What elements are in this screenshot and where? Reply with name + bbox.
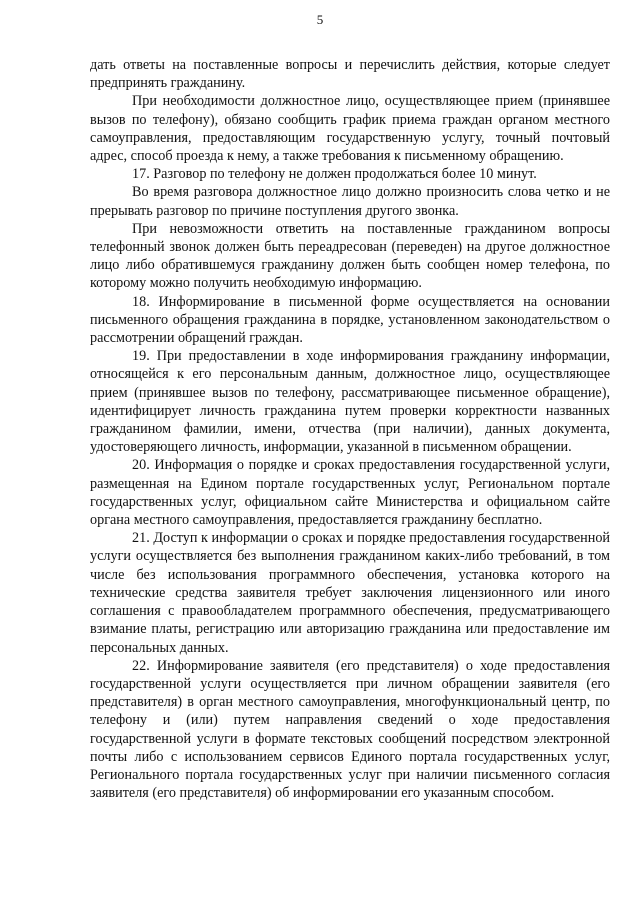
paragraph-22: 22. Информирование заявителя (его представителя) о ходе предоставления государственной услуги осуществляется при личном обращении заявителя (его представителя) в орган местного самоуправления, многофункциональный центр, по телефону и (или) путем направления сведений о ходе предоставления государственной услуги в формате текстовых сообщений посредством электронной почты либо с использованием сервисов Единого портала государственных услуг, Регионального портала государственных услуг при наличии письменного согласия заявителя (его представителя) об информировании его указанным способом. (90, 657, 610, 802)
paragraph-schedule-info: При необходимости должностное лицо, осуществляющее прием (принявшее вызов по телефону), обязано сообщить график приема граждан органом местного самоуправления, предоставляющим государственную услугу, точный почтовый адрес, способ проезда к нему, а также требования к письменному обращению. (90, 93, 610, 165)
paragraph-18: 18. Информирование в письменной форме осуществляется на основании письменного обращения гражданина в порядке, установленном законодательством о рассмотрении обращений граждан. (90, 293, 610, 347)
paragraph-continuation: дать ответы на поставленные вопросы и перечислить действия, которые следует предпринять гражданину. (90, 57, 610, 92)
document-body (90, 56, 610, 802)
page-number: 5 (316, 12, 324, 27)
paragraph-20: 20. Информация о порядке и сроках предоставления государственной услуги, размещенная на Едином портале государственных услуг, Региональном портале государственных услуг, официальном сайте Министерства и официальном сайте органа местного самоуправления, предоставляется гражданину бесплатно. (90, 457, 610, 529)
paragraph-speech-rules: Во время разговора должностное лицо должно произносить слова четко и не прерывать разговор по причине поступления другого звонка. (90, 184, 610, 219)
paragraph-call-redirect: При невозможности ответить на поставленные гражданином вопросы телефонный звонок должен быть переадресован (переведен) на другое должностное лицо либо обратившемуся гражданину должен быть сообщен номер телефона, по которому можно получить необходимую информацию. (90, 220, 610, 292)
paragraph-19: 19. При предоставлении в ходе информирования гражданину информации, относящейся к его персональным данным, должностное лицо, осуществляющее прием (принявшее вызов по телефону, рассматривающее письменное обращение), идентифицирует личность гражданина путем проверки корректности названных гражданином фамилии, имени, отчества (при наличии), данных документа, удостоверяющего личность, информации, указанной в письменном обращении. (90, 348, 610, 456)
paragraph-21: 21. Доступ к информации о сроках и порядке предоставления государственной услуги осуществляется без выполнения гражданином каких-либо требований, в том числе без использования программного обеспечения, установка которого на технические средства заявителя требует заключения лицензионного или иного соглашения с правообладателем программного обеспечения, предусматривающего взимание платы, регистрацию или авторизацию гражданина или предоставление им персональных данных. (90, 530, 610, 656)
paragraph-17: 17. Разговор по телефону не должен продолжаться более 10 минут. (132, 166, 537, 183)
